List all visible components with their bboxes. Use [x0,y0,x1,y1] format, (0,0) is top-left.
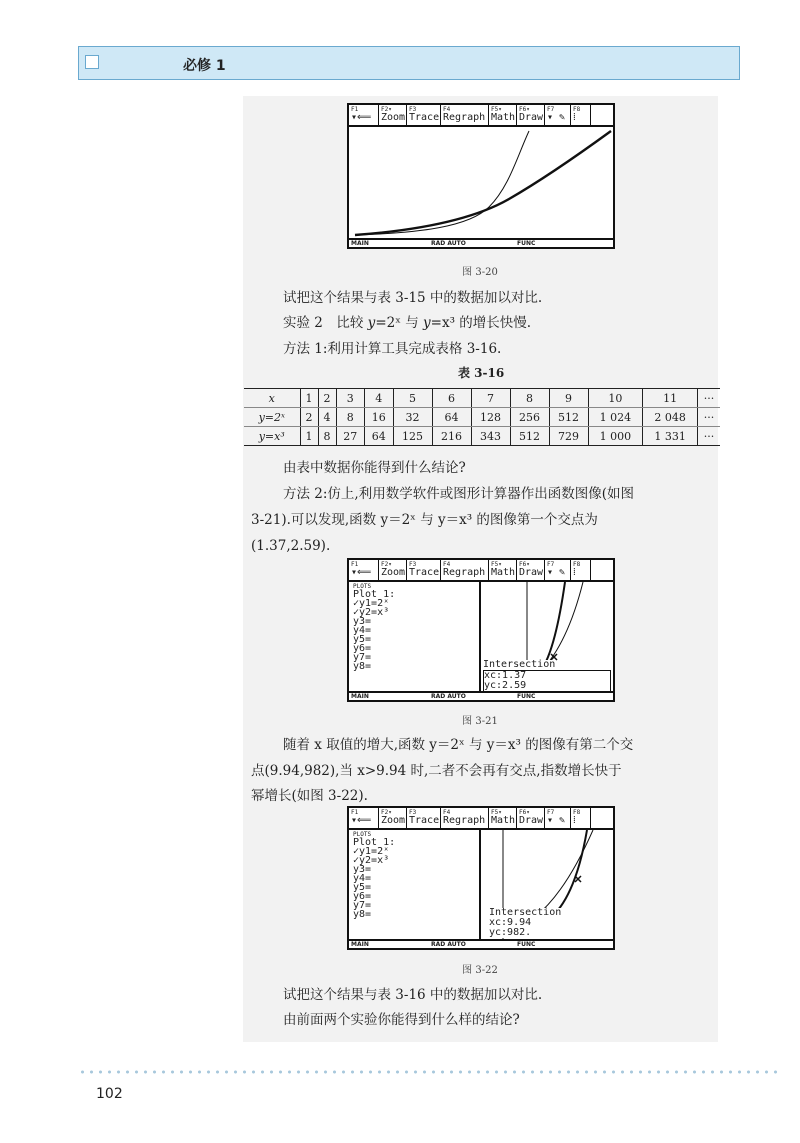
toolbar-button-1: F2▾ Zoom [381,561,406,578]
table-cell: 8 [318,427,336,446]
table-cell: 128 [471,408,510,427]
toolbar-button-7: F8 ⁞ [571,808,591,828]
paragraph: 幂增长(如图 3-22). [251,788,368,804]
calculator-statusbar [349,691,613,700]
function-list: PLOTS Plot 1: ✓y1=2ˣ ✓y2=x³ y3= y4= y5= y6= y7= y8= [349,582,481,691]
table-row [244,389,720,408]
toolbar-button-6: F7 ▾ ✎ [545,105,571,125]
calculator-screen-fig-3-21 [347,558,615,702]
table-cell: 16 [365,408,394,427]
toolbar-button-6: F7 ▾ ✎ [545,560,571,580]
table-cell: 4 [365,389,394,408]
section-title: 必修 1 [183,58,226,74]
table-cell: 343 [471,427,510,446]
table-cell: x [244,389,300,408]
curve-power [355,131,611,235]
table-cell: 7 [471,389,510,408]
table-cell: 2 [300,408,318,427]
table-title: 表 3-16 [458,366,505,380]
table-cell: 10 [588,389,643,408]
calculator-screen-fig-3-22 [347,806,615,950]
status-func: FUNC [517,693,536,700]
header-square-icon [85,55,99,69]
table-cell: 216 [432,427,471,446]
table-cell: ··· [703,429,715,443]
paragraph: 试把这个结果与表 3-16 中的数据加以对比. [283,987,543,1003]
toolbar-button-1: F2▾ Zoom [381,809,406,826]
toolbar-button-7: F8 ⁞ [571,105,591,125]
section-header [78,46,740,80]
table-cell: 64 [432,408,471,427]
table-cell: 2 [318,389,336,408]
toolbar-button-0: F1 ▾⟸ [349,105,379,125]
toolbar-button-5: F6▾ Draw [519,106,544,123]
status-mode: RAD AUTO [431,941,466,948]
paragraph: 实验 2 比较 y=2ˣ 与 y=x³ 的增长快慢. [283,315,532,331]
toolbar-button-5: F6▾ Draw [519,809,544,826]
table-cell: 64 [365,427,394,446]
table-cell: 32 [393,408,432,427]
toolbar-button-0: F1 ▾⟸ [349,560,379,580]
table-cell: ··· [698,389,721,408]
table-row [244,427,720,446]
table-cell: 1 [300,427,318,446]
toolbar-button-3: F4 Regraph [441,105,489,125]
table-cell: 1 331 [643,427,698,446]
table-cell: 512 [510,427,549,446]
calculator-toolbar [349,560,613,582]
figure-caption: 图 3-20 [462,267,498,278]
table-row [244,408,720,427]
status-mode: RAD AUTO [431,240,466,247]
status-main: MAIN [351,693,369,700]
toolbar-button-6: F7 ▾ ✎ [545,808,571,828]
table-cell: 8 [510,389,549,408]
table-cell: 27 [336,427,365,446]
table-cell: 125 [393,427,432,446]
calculator-statusbar [349,939,613,948]
paragraph: 由前面两个实验你能得到什么样的结论? [283,1012,520,1028]
paragraph: 3-21).可以发现,函数 y＝2ˣ 与 y＝x³ 的图像第一个交点为 [251,512,598,528]
calculator-toolbar [349,105,613,127]
table-cell: y=x³ [244,427,300,446]
data-table-3-16 [244,388,720,446]
table-cell: 1 000 [588,427,643,446]
status-main: MAIN [351,941,369,948]
table-cell: 5 [393,389,432,408]
toolbar-button-7: F8 ⁞ [571,560,591,580]
page-number: 102 [96,1086,123,1102]
table-cell: 3 [336,389,365,408]
table-cell: 1 [300,389,318,408]
toolbar-button-3: F4 Regraph [441,560,489,580]
paragraph: (1.37,2.59). [251,538,331,554]
status-func: FUNC [517,941,536,948]
table-cell: ··· [698,408,721,427]
table-cell: y=2ˣ [244,408,300,427]
table-cell: 2 048 [643,408,698,427]
figure-caption: 图 3-22 [462,965,498,976]
toolbar-button-2: F3 Trace [409,561,440,578]
paragraph: 试把这个结果与表 3-15 中的数据加以对比. [283,290,543,306]
status-func: FUNC [517,240,536,247]
table-cell: 1 024 [588,408,643,427]
paragraph: 点(9.94,982),当 x>9.94 时,二者不会再有交点,指数增长快于 [251,763,622,779]
table-cell: 729 [549,427,588,446]
graph-fig-3-20 [349,127,613,238]
paragraph: 随着 x 取值的增大,函数 y＝2ˣ 与 y＝x³ 的图像有第二个交 [283,737,634,753]
intersection-readout: Intersection xc:9.94 yc:982. [489,907,562,938]
curve-exponential [355,131,529,235]
calculator-screen-fig-3-20 [347,103,615,249]
paragraph: 方法 2:仿上,利用数学软件或图形计算器作出函数图像(如图 [283,486,634,502]
toolbar-button-5: F6▾ Draw [519,561,544,578]
table-cell: 6 [432,389,471,408]
intersection-coords: xc:1.37 yc:2.59 [483,670,611,692]
table-cell: 4 [318,408,336,427]
toolbar-button-4: F5▾ Math [491,809,516,826]
figure-caption: 图 3-21 [462,716,498,727]
function-list: PLOTS Plot 1: ✓y1=2ˣ ✓y2=x³ y3= y4= y5= y6= y7= y8= [349,830,481,939]
footer-dotted-rule [78,1070,783,1074]
toolbar-button-2: F3 Trace [409,106,440,123]
toolbar-button-4: F5▾ Math [491,106,516,123]
status-main: MAIN [351,240,369,247]
toolbar-button-4: F5▾ Math [491,561,516,578]
table-cell: 9 [549,389,588,408]
toolbar-button-3: F4 Regraph [441,808,489,828]
intersection-readout: Intersection [483,659,556,670]
paragraph: 方法 1:利用计算工具完成表格 3-16. [283,341,502,357]
calculator-toolbar [349,808,613,830]
table-cell: 256 [510,408,549,427]
table-cell: 512 [549,408,588,427]
toolbar-button-2: F3 Trace [409,809,440,826]
paragraph: 由表中数据你能得到什么结论? [283,460,466,476]
toolbar-button-1: F2▾ Zoom [381,106,406,123]
calculator-statusbar [349,238,613,247]
table-cell: 8 [336,408,365,427]
status-mode: RAD AUTO [431,693,466,700]
table-cell: 11 [643,389,698,408]
toolbar-button-0: F1 ▾⟸ [349,808,379,828]
